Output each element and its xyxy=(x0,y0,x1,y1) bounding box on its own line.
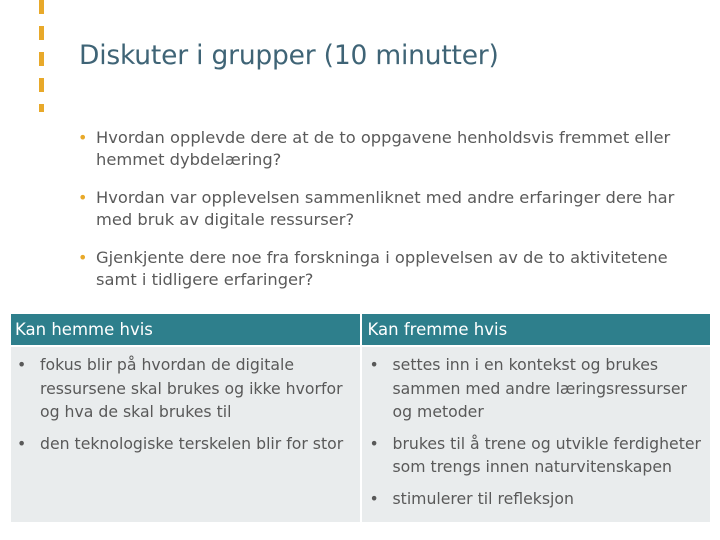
list-item xyxy=(15,353,358,424)
bullet-icon: • xyxy=(369,488,379,508)
bullet-icon: • xyxy=(78,188,88,207)
promote-cell xyxy=(361,346,711,522)
hinder-cell xyxy=(11,346,361,522)
bullet-icon: • xyxy=(17,355,27,374)
list-item xyxy=(15,432,358,456)
list-item xyxy=(368,432,709,479)
question-text: Gjenkjente dere noe fra forskninga i opplevelsen av de to aktivitetene samt i tidligere erfaringer? xyxy=(96,248,668,289)
list-item-text: brukes til å trene og utvikle ferdigheter som trengs innen naturvitenskapen xyxy=(392,433,701,476)
header-promote: Kan fremme hvis xyxy=(361,314,711,346)
question-text: Hvordan var opplevelsen sammenliknet med andre erfaringer dere har med bruk av digitale ressurser? xyxy=(96,188,675,229)
discussion-questions xyxy=(78,127,698,307)
list-item-text: stimulerer til refleksjon xyxy=(392,488,574,508)
bullet-icon: • xyxy=(78,128,88,147)
table-header-row xyxy=(11,314,710,346)
slide-title: Diskuter i grupper (10 minutter) xyxy=(79,40,499,71)
header-hinder: Kan hemme hvis xyxy=(11,314,361,346)
list-item xyxy=(368,353,709,424)
decorative-dashed-bar xyxy=(39,0,44,112)
list-item xyxy=(368,487,709,511)
table-row xyxy=(11,346,710,522)
bullet-icon: • xyxy=(369,355,379,374)
bullet-icon: • xyxy=(17,433,27,453)
bullet-icon: • xyxy=(369,433,379,453)
bullet-icon: • xyxy=(78,248,88,267)
list-item-text: settes inn i en kontekst og brukes sammen med andre læringsressurser og metoder xyxy=(392,355,687,421)
question-item xyxy=(78,247,698,291)
list-item-text: den teknologiske terskelen blir for stor xyxy=(40,433,344,453)
question-item xyxy=(78,127,698,171)
list-item-text: fokus blir på hvordan de digitale ressursene skal brukes og ikke hvorfor og hva de skal brukes til xyxy=(40,355,343,421)
comparison-table xyxy=(11,314,710,522)
question-item xyxy=(78,187,698,231)
question-text: Hvordan opplevde dere at de to oppgavene henholdsvis fremmet eller hemmet dybdelæring? xyxy=(96,128,671,169)
